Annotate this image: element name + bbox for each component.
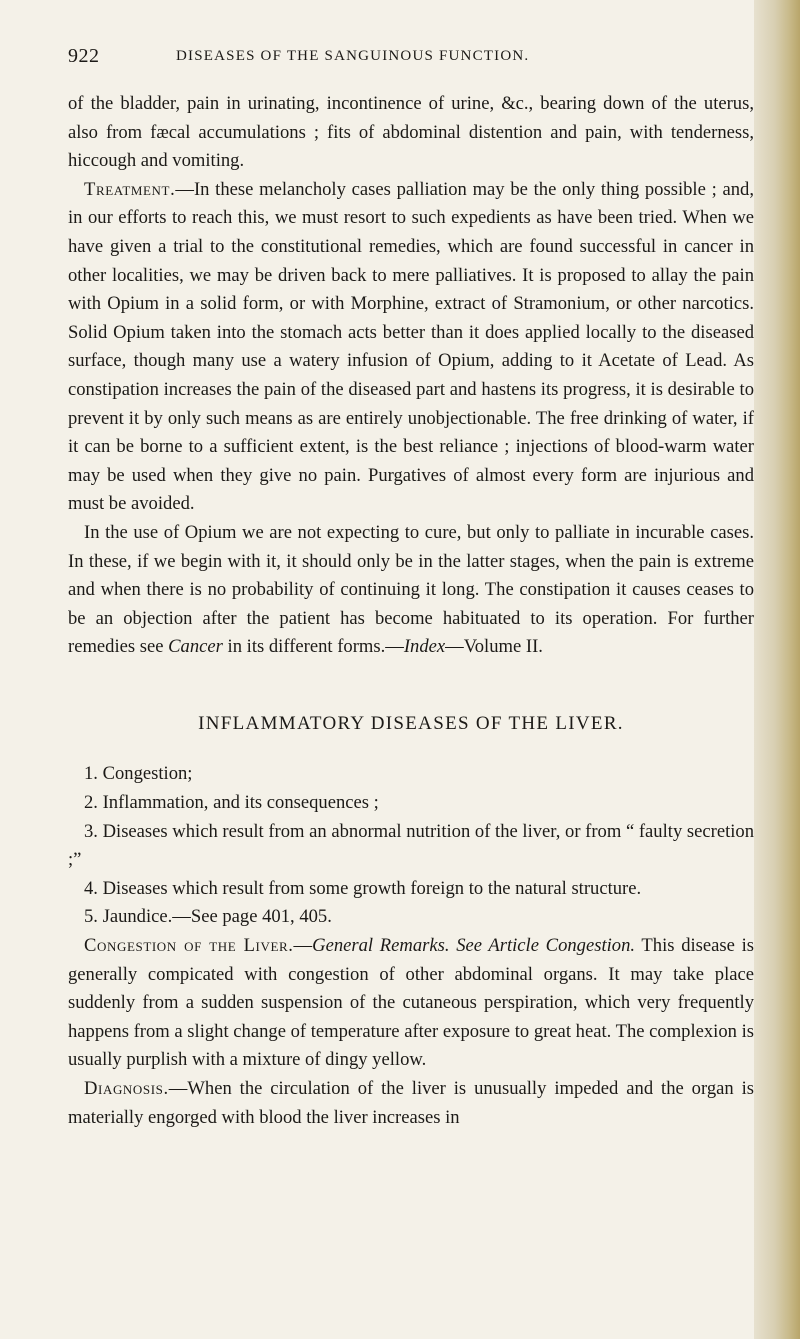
page-edge-shading [754, 0, 800, 1339]
paragraph-congestion [68, 932, 754, 1075]
cancer-reference: Cancer [168, 636, 223, 658]
diagnosis-text: —When the circulation of the liver is unusually impeded and the organ is materially engorged with blood the liver increases in [68, 1078, 754, 1128]
list-item: 5. Jaundice.—See page 401, 405. [84, 906, 332, 928]
page-body [68, 90, 754, 1132]
list-item: 2. Inflammation, and its consequences ; [84, 792, 379, 814]
opium-text: In the use of Opium we are not expecting to cure, but only to palliate in incurable cases. In these, if we begin with it, it should only be in the latter stages, when the pain is extreme and when there is no probability of continuing it long. The constipation it causes ceases to be an objection after the patient has become habituated to its operation. For further remedies see [68, 521, 754, 658]
paragraph-bladder: of the bladder, pain in urinating, incontinence of urine, &c., bearing down of the uterus, also from fæcal accumulations ; fits of abdominal distention and pain, with tenderness, hiccough and vomiting. [68, 93, 754, 172]
running-title: DISEASES OF THE SANGUINOUS FUNCTION. [176, 48, 530, 64]
congestion-heading: Congestion of the Liver. [84, 935, 294, 957]
treatment-text: —In these melancholy cases palliation may be the only thing possible ; and, in our efforts to reach this, we must resort to such expedients as have been tried. When we have given a trial to the constitutional remedies, which are found successful in cancer in other localities, we may be driven back to mere palliatives. It is proposed to allay the pain with Opium in a solid form, or with Morphine, extract of Stramonium, or other narcotics. Solid Opium taken into the stomach acts better than it does applied locally to the diseased surface, though many use a watery infusion of Opium, adding to it Acetate of Lead. As constipation increases the pain of the diseased part and hastens its progress, it is desirable to prevent it by only such means as are entirely unobjectionable. The free drinking of water, if it can be borne to a sufficient extent, is the best reliance ; injections of blood-warm water may be used when they give no pain. Purgatives of almost every form are injurious and must be avoided. [68, 178, 754, 515]
list-item: 4. Diseases which result from some growth foreign to the natural structure. [84, 877, 642, 899]
paragraph-diagnosis [68, 1075, 754, 1132]
diagnosis-heading: Diagnosis. [84, 1078, 169, 1099]
list-item: 3. Diseases which result from an abnormal nutrition of the liver, or from “ faulty secretion ;” [68, 820, 754, 871]
congestion-remarks: General Remarks. See Article Congestion. [312, 935, 636, 957]
congestion-text: This disease is generally compicated with congestion of other abdominal organs. It may take place suddenly from a sudden suspension of the cutaneous perspiration, which very frequently happens from a slight change of temperature after exposure to great heat. The complexion is usually purplish with a mixture of dingy yellow. [68, 935, 754, 1071]
index-reference: Index [403, 636, 446, 658]
paragraph-treatment [68, 176, 754, 519]
paragraph-opium [68, 519, 754, 662]
treatment-heading: Treatment. [84, 178, 176, 200]
page-header [68, 45, 758, 71]
opium-text-mid: in its different forms.— [222, 636, 404, 658]
list-item: 1. Congestion; [84, 763, 193, 785]
congestion-dash: — [293, 935, 313, 957]
opium-text-end: —Volume II. [445, 636, 543, 658]
page-number: 922 [68, 45, 100, 67]
section-title: INFLAMMATORY DISEASES OF THE LIVER. [198, 712, 624, 734]
